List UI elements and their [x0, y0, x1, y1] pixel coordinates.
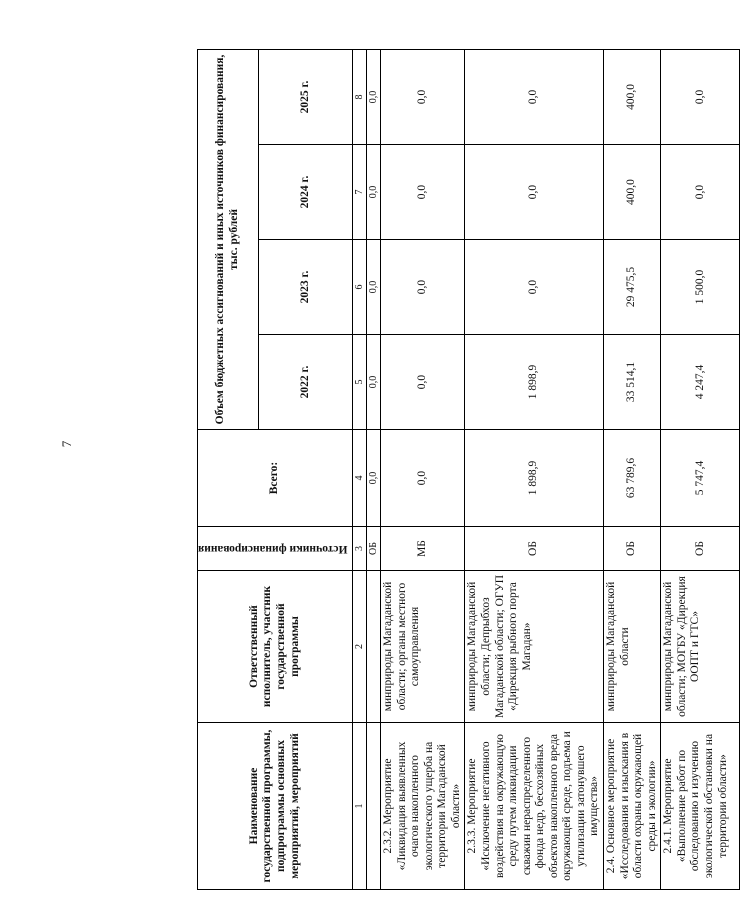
row-value-2022: 0,0 [381, 335, 465, 430]
header-year-2022: 2022 г. [259, 335, 353, 430]
col-number: 5 [353, 335, 367, 430]
row-value-2025: 0,0 [465, 49, 604, 144]
budget-table [197, 49, 740, 890]
row-value-2023: 0,0 [367, 240, 381, 335]
row-source: ОБ [604, 527, 661, 571]
col-number: 6 [353, 240, 367, 335]
row-value-2023: 29 475,5 [604, 240, 661, 335]
table-row [381, 49, 465, 889]
col-number: 4 [353, 430, 367, 527]
row-name [367, 723, 381, 890]
row-value-total: 5 747,4 [661, 430, 740, 527]
row-value-2024: 400,0 [604, 145, 661, 240]
row-value-2022: 4 247,4 [661, 335, 740, 430]
row-value-2025: 0,0 [367, 49, 381, 144]
row-source: ОБ [367, 527, 381, 571]
row-value-2023: 0,0 [465, 240, 604, 335]
row-name: 2.3.2. Мероприятие «Ликвидация выявленных очагов накопленного экологического ущерба на территории Магаданской области» [381, 723, 465, 890]
row-value-2024: 0,0 [367, 145, 381, 240]
row-value-total: 63 789,6 [604, 430, 661, 527]
row-value-total: 0,0 [367, 430, 381, 527]
row-name: 2.3.3. Мероприятие «Исключение негативного воздействия на окружающую среду путем ликвидации скважин нераспределенного фонда недр, бесхозяйных объектов накопленного вреда окружающей среде, подъема и утилизации затонувшего имущества» [465, 723, 604, 890]
header-year-2025: 2025 г. [259, 49, 353, 144]
row-executor [367, 571, 381, 723]
col-number: 8 [353, 49, 367, 144]
col-number: 2 [353, 571, 367, 723]
row-executor: минприроды Магаданской области; органы местного самоуправления [381, 571, 465, 723]
header-source-label: Источники финансирования [198, 543, 348, 556]
column-number-row [353, 49, 367, 889]
col-number: 1 [353, 723, 367, 890]
col-number: 7 [353, 145, 367, 240]
row-source: МБ [381, 527, 465, 571]
row-source: ОБ [465, 527, 604, 571]
row-value-2022: 1 898,9 [465, 335, 604, 430]
row-value-2022: 0,0 [367, 335, 381, 430]
row-name: 2.4.1. Мероприятие «Выполнение работ по обследованию и изучению экологической обстановки на территории области» [661, 723, 740, 890]
page-number: 7 [59, 440, 74, 448]
table-row [661, 49, 740, 889]
row-value-2022: 33 514,1 [604, 335, 661, 430]
row-value-2024: 0,0 [661, 145, 740, 240]
row-value-2025: 0,0 [381, 49, 465, 144]
row-value-2023: 1 500,0 [661, 240, 740, 335]
row-value-2023: 0,0 [381, 240, 465, 335]
row-executor: минприроды Магаданской области; МОГБУ «Дирекция ООПТ и ГТС» [661, 571, 740, 723]
row-value-total: 1 898,9 [465, 430, 604, 527]
row-value-2024: 0,0 [465, 145, 604, 240]
header-name: Наименование государственной программы, подпрограммы основных мероприятий, мероприятий [198, 723, 353, 890]
row-name: 2.4. Основное мероприятие «Исследования и изыскания в области охраны окружающей среды и экологии» [604, 723, 661, 890]
header-funding-group: Объем бюджетных ассигнований и иных источников финансирования, тыс. рублей [198, 49, 259, 429]
table-row [367, 49, 381, 889]
table-row [604, 49, 661, 889]
table-row [465, 49, 604, 889]
header-year-2024: 2024 г. [259, 145, 353, 240]
col-number: 3 [353, 527, 367, 571]
row-source: ОБ [661, 527, 740, 571]
header-total: Всего: [198, 430, 353, 527]
row-value-2024: 0,0 [381, 145, 465, 240]
row-value-2025: 0,0 [661, 49, 740, 144]
header-source [198, 527, 353, 571]
row-value-2025: 400,0 [604, 49, 661, 144]
header-year-2023: 2023 г. [259, 240, 353, 335]
row-executor: минприроды Магаданской области; Депрыбхоз Магаданской области; ОГУП «Дирекция рыбного порта Магадан» [465, 571, 604, 723]
header-executor: Ответственный исполнитель, участник государственной программы [198, 571, 353, 723]
rotated-table-container [197, 50, 729, 890]
row-value-total: 0,0 [381, 430, 465, 527]
row-executor: минприроды Магаданской области [604, 571, 661, 723]
